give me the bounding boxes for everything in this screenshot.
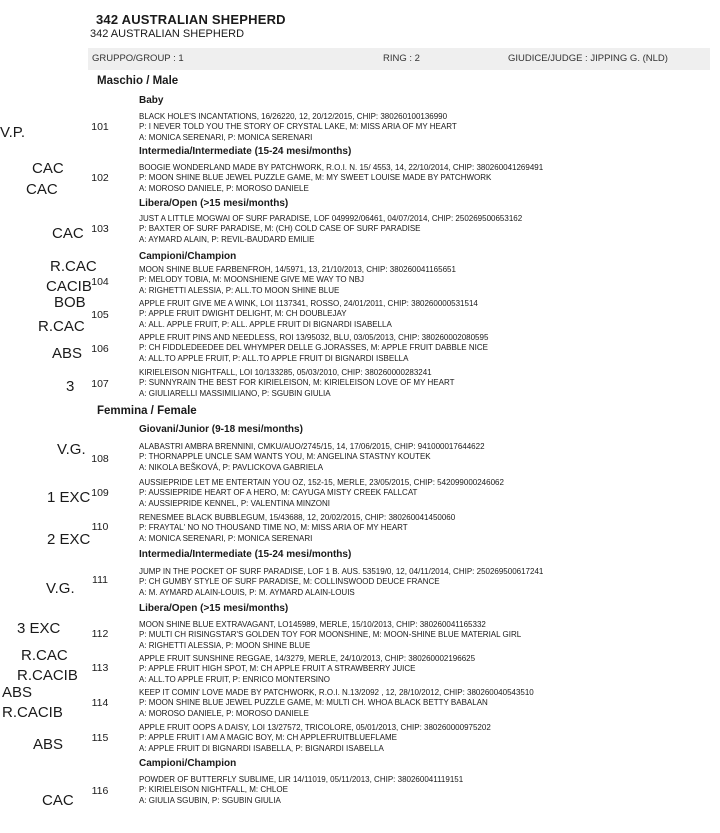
entry-details — [139, 214, 522, 245]
entry-line: MOON SHINE BLUE EXTRAVAGANT, LO145989, MERLE, 15/10/2013, CHIP: 380260041165332 — [139, 620, 486, 629]
class-female-intermediate: Intermedia/Intermediate (15-24 mesi/months) — [139, 549, 352, 560]
entry-details — [139, 478, 504, 509]
entry-details — [139, 567, 543, 598]
entry-line: P: MELODY TOBIA, M: MOONSHIENE GIVE ME WAY TO NBJ — [139, 275, 364, 285]
entry-line: AUSSIEPRIDE LET ME ENTERTAIN YOU OZ, 152-15, MERLE, 23/05/2015, CHIP: 542099000246062 — [139, 478, 504, 487]
entry-result: V.P. — [0, 124, 26, 141]
group-label: GRUPPO/GROUP : 1 — [92, 53, 184, 64]
result-line: 3 — [66, 378, 75, 395]
result-line: V.G. — [46, 580, 75, 597]
entry-line: ALABASTRI AMBRA BRENNINI, CMKU/AUO/2745/15, 14, 17/06/2015, CHIP: 941000017644622 — [139, 442, 485, 451]
entry-line: A: MONICA SERENARI, P: MONICA SERENARI — [139, 132, 313, 142]
entry-line: A: AYMARD ALAIN, P: REVIL-BAUDARD EMILIE — [139, 234, 315, 244]
entry-details — [139, 775, 463, 806]
entry-line: A: M. AYMARD ALAIN-LOUIS, P: M. AYMARD ALAIN-LOUIS — [139, 587, 355, 597]
result-line: V.G. — [57, 441, 86, 458]
entry-details — [139, 333, 488, 364]
entry-details — [139, 112, 457, 143]
entry-details — [139, 723, 491, 754]
result-line: R.CACIB — [2, 704, 63, 721]
entry-number: 104 — [91, 276, 109, 288]
result-line: CAC — [42, 792, 74, 809]
entry-line: P: APPLE FRUIT HIGH SPOT, M: CH APPLE FRUIT A STRAWBERRY JUICE — [139, 664, 416, 674]
entry-line: P: KIRIELEISON NIGHTFALL, M: CHLOE — [139, 785, 288, 795]
group-ring-judge-bar — [88, 48, 710, 70]
entry-line: A: MOROSO DANIELE, P: MOROSO DANIELE — [139, 708, 309, 718]
class-male-champion: Campioni/Champion — [139, 251, 237, 262]
entry-line: P: FRAYTAL' NO NO THOUSAND TIME NO, M: MISS ARIA OF MY HEART — [139, 523, 408, 533]
class-female-open: Libera/Open (>15 mesi/months) — [139, 603, 289, 614]
entry-number: 109 — [91, 487, 109, 499]
entry-details — [139, 163, 543, 194]
class-female-junior: Giovani/Junior (9-18 mesi/months) — [139, 424, 303, 435]
entry-details — [139, 299, 478, 330]
entry-line: A: ALL.TO APPLE FRUIT, P: ENRICO MONTERSINO — [139, 674, 331, 684]
entry-line: APPLE FRUIT PINS AND NEEDLESS, ROI 13/95032, BLU, 03/05/2013, CHIP: 380260002080595 — [139, 333, 489, 342]
breed-title: 342 AUSTRALIAN SHEPHERD — [96, 12, 286, 27]
entry-line: P: CH GUMBY STYLE OF SURF PARADISE, M: COLLINSWOOD DEUCE FRANCE — [139, 577, 440, 587]
entry-line: A: ALL.TO APPLE FRUIT, P: ALL.TO APPLE FRUIT DI BIGNARDI ISBELLA — [139, 353, 409, 363]
section-male: Maschio / Male — [97, 75, 179, 87]
entry-line: P: MOON SHINE BLUE JEWEL PUZZLE GAME, M: MY SWEET LOUISE MADE BY PATCHWORK — [139, 173, 492, 183]
entry-line: POWDER OF BUTTERFLY SUBLIME, LIR 14/11019, 05/11/2013, CHIP: 380260041119151 — [139, 775, 464, 784]
class-male-open: Libera/Open (>15 mesi/months) — [139, 198, 289, 209]
entry-line: APPLE FRUIT OOPS A DAISY, LOI 13/27572, TRICOLORE, 05/01/2013, CHIP: 380260000975202 — [139, 723, 491, 732]
entry-line: JUST A LITTLE MOGWAI OF SURF PARADISE, LOF 049992/06461, 04/07/2014, CHIP: 250269500653162 — [139, 214, 523, 223]
result-line: BOB — [54, 294, 86, 311]
entry-line: A: GIULIA SGUBIN, P: SGUBIN GIULIA — [139, 795, 281, 805]
entry-line: P: APPLE FRUIT I AM A MAGIC BOY, M: CH APPLEFRUITBLUEFLAME — [139, 733, 397, 743]
result-line: ABS — [52, 345, 83, 362]
entry-number: 114 — [91, 697, 109, 709]
result-line: R.CAC — [38, 318, 85, 335]
result-line: CAC — [32, 160, 64, 177]
result-line: 3 EXC — [17, 620, 61, 637]
entry-details — [139, 513, 455, 544]
entry-number: 106 — [91, 343, 109, 355]
entry-number: 112 — [91, 628, 109, 640]
section-female: Femmina / Female — [97, 405, 197, 417]
entry-line: P: CH FIDDLEDEEDEE DEL WHYMPER DELLE G.JORASSES, M: APPLE FRUIT DABBLE NICE — [139, 343, 488, 353]
result-line: 1 EXC — [47, 489, 91, 506]
result-line: ABS — [2, 684, 33, 701]
judge-label: GIUDICE/JUDGE : JIPPING G. (NLD) — [508, 53, 668, 64]
entry-number: 101 — [91, 121, 109, 133]
class-male-baby: Baby — [139, 95, 164, 106]
result-line: R.CAC — [50, 258, 97, 275]
entry-line: P: I NEVER TOLD YOU THE STORY OF CRYSTAL LAKE, M: MISS ARIA OF MY HEART — [139, 122, 457, 132]
entry-number: 102 — [91, 172, 109, 184]
entry-number: 115 — [91, 732, 109, 744]
entry-line: A: AUSSIEPRIDE KENNEL, P: VALENTINA MINZONI — [139, 498, 331, 508]
entry-details — [139, 688, 534, 719]
entry-number: 113 — [91, 662, 109, 674]
entry-line: P: THORNAPPLE UNCLE SAM WANTS YOU, M: ANGELINA STASTNY KOUTEK — [139, 452, 431, 462]
entry-line: A: RIGHETTI ALESSIA, P: MOON SHINE BLUE — [139, 640, 311, 650]
entry-line: P: MULTI CH RISINGSTAR'S GOLDEN TOY FOR MOONSHINE, M: MOON-SHINE BLUE MATERIAL GIRL — [139, 630, 522, 640]
entry-details — [139, 654, 475, 685]
entry-line: MOON SHINE BLUE FARBENFROH, 14/5971, 13, 21/10/2013, CHIP: 380260041165651 — [139, 265, 456, 274]
result-line: CACIB — [46, 278, 92, 295]
entry-number: 103 — [91, 223, 109, 235]
entry-number: 110 — [91, 521, 109, 533]
class-female-champion: Campioni/Champion — [139, 758, 237, 769]
entry-line: A: NIKOLA BEŠKOVÁ, P: PAVLICKOVA GABRIELA — [139, 462, 324, 472]
entry-number: 111 — [92, 574, 108, 586]
entry-line: P: BAXTER OF SURF PARADISE, M: (CH) COLD CASE OF SURF PARADISE — [139, 224, 421, 234]
result-line: R.CACIB — [17, 667, 78, 684]
entry-line: P: SUNNYRAIN THE BEST FOR KIRIELEISON, M: KIRIELEISON LOVE OF MY HEART — [139, 378, 455, 388]
entry-line: KIRIELEISON NIGHTFALL, LOI 10/133285, 05/03/2010, CHIP: 380260000283241 — [139, 368, 432, 377]
result-line: ABS — [33, 736, 64, 753]
entry-line: JUMP IN THE POCKET OF SURF PARADISE, LOF 1 B. AUS. 53519/0, 12, 04/11/2014, CHIP: 250269500617241 — [139, 567, 544, 576]
result-line: R.CAC — [21, 647, 68, 664]
entry-line: A: GIULIARELLI MASSIMILIANO, P: SGUBIN GIULIA — [139, 388, 331, 398]
entry-line: P: AUSSIEPRIDE HEART OF A HERO, M: CAYUGA MISTY CREEK FALLCAT — [139, 488, 418, 498]
entry-details — [139, 265, 456, 296]
entry-line: A: MONICA SERENARI, P: MONICA SERENARI — [139, 533, 313, 543]
result-line: CAC — [26, 181, 58, 198]
entry-line: A: MOROSO DANIELE, P: MOROSO DANIELE — [139, 183, 309, 193]
entry-line: A: APPLE FRUIT DI BIGNARDI ISABELLA, P: BIGNARDI ISABELLA — [139, 743, 384, 753]
entry-line: A: RIGHETTI ALESSIA, P: ALL.TO MOON SHINE BLUE — [139, 285, 340, 295]
entry-line: BLACK HOLE'S INCANTATIONS, 16/26220, 12, 20/12/2015, CHIP: 380260100136990 — [139, 112, 448, 121]
entry-number: 105 — [91, 309, 109, 321]
entry-line: BOOGIE WONDERLAND MADE BY PATCHWORK, R.O.I. N. 15/ 4553, 14, 22/10/2014, CHIP: 380260041269491 — [139, 163, 544, 172]
entry-line: P: APPLE FRUIT DWIGHT DELIGHT, M: CH DOUBLEJAY — [139, 309, 347, 319]
class-male-intermediate: Intermedia/Intermediate (15-24 mesi/months) — [139, 146, 352, 157]
entry-number: 116 — [91, 785, 109, 797]
entry-line: APPLE FRUIT GIVE ME A WINK, LOI 1137341, ROSSO, 24/01/2011, CHIP: 380260000531514 — [139, 299, 478, 308]
entry-line: P: MOON SHINE BLUE JEWEL PUZZLE GAME, M: MULTI CH. WHOA BLACK BETTY BABALAN — [139, 698, 488, 708]
entry-line: A: ALL. APPLE FRUIT, P: ALL. APPLE FRUIT DI BIGNARDI ISABELLA — [139, 319, 392, 329]
entry-number: 108 — [91, 453, 109, 465]
entry-line: KEEP IT COMIN' LOVE MADE BY PATCHWORK, R.O.I. N.13/2092 , 12, 28/10/2012, CHIP: 380260040543510 — [139, 688, 534, 697]
entry-number: 107 — [91, 378, 109, 390]
entry-line: RENESMEE BLACK BUBBLEGUM, 15/43688, 12, 20/02/2015, CHIP: 380260041450060 — [139, 513, 456, 522]
entry-line: APPLE FRUIT SUNSHINE REGGAE, 14/3279, MERLE, 24/10/2013, CHIP: 380260002196625 — [139, 654, 476, 663]
entry-details — [139, 620, 521, 651]
result-line: CAC — [52, 225, 84, 242]
result-line: 2 EXC — [47, 531, 91, 548]
entry-details — [139, 368, 454, 399]
ring-label: RING : 2 — [383, 53, 420, 64]
breed-subtitle: 342 AUSTRALIAN SHEPHERD — [90, 28, 245, 40]
entry-details — [139, 442, 485, 473]
